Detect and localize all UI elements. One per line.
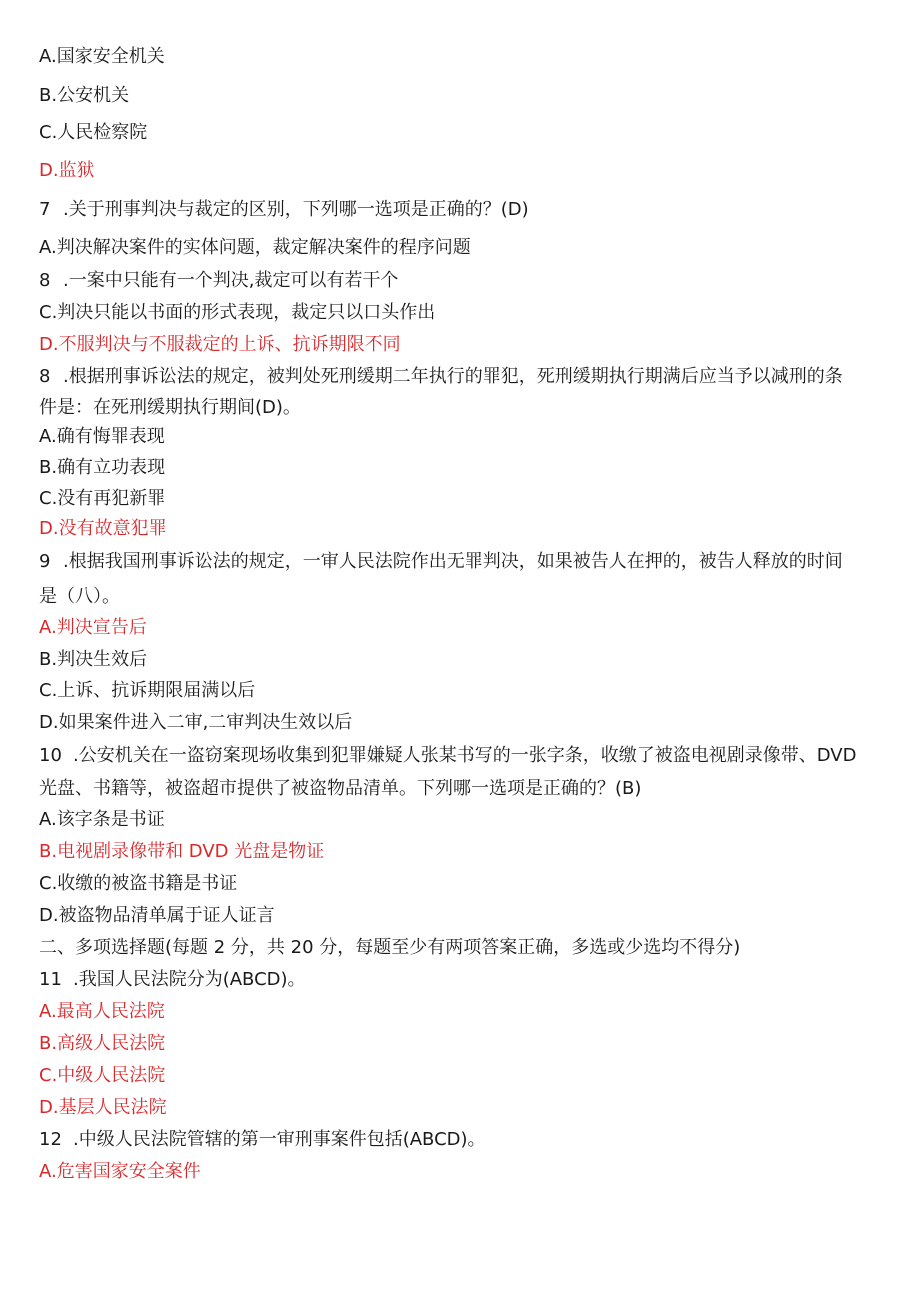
line-text: D.被盗物品清单属于证人证言 xyxy=(39,905,275,926)
line-text: A.确有悔罪表现 xyxy=(39,426,165,447)
line-text: C.人民检察院 xyxy=(39,122,148,143)
answer-line xyxy=(39,841,324,863)
option-line xyxy=(39,426,165,448)
option-line xyxy=(39,488,165,510)
line-text: C.判决只能以书面的形式表现，裁定只以口头作出 xyxy=(39,302,436,323)
option-line xyxy=(39,649,147,671)
line-text: .关于刑事判决与裁定的区别，下列哪一选项是正确的？(D) xyxy=(63,199,529,220)
option-line xyxy=(39,122,147,144)
line-text: B.公安机关 xyxy=(39,85,130,106)
line-text: C.收缴的被盗书籍是书证 xyxy=(39,873,238,894)
answer-line xyxy=(39,617,147,639)
option-line xyxy=(39,397,301,419)
line-text: 光盘、书籍等，被盗超市提供了被盗物品清单。下列哪一选项是正确的？(B) xyxy=(39,778,642,799)
option-line xyxy=(39,237,471,259)
option-line xyxy=(39,937,740,959)
question-line xyxy=(39,366,843,388)
line-text: .中级人民法院管辖的第一审刑事案件包括(ABCD)。 xyxy=(73,1129,486,1150)
option-line xyxy=(39,586,120,608)
option-line xyxy=(39,680,255,702)
option-line xyxy=(39,712,352,734)
line-text: D.基层人民法院 xyxy=(39,1097,167,1118)
line-text: C.中级人民法院 xyxy=(39,1065,166,1086)
line-text: .我国人民法院分为(ABCD)。 xyxy=(73,969,306,990)
answer-line xyxy=(39,1001,165,1023)
line-text: 二、多项选择题(每题 2 分，共 20 分，每题至少有两项答案正确，多选或少选均不得分) xyxy=(39,937,741,958)
question-number: 10 xyxy=(39,745,62,766)
line-text: .公安机关在一盗窃案现场收集到犯罪嫌疑人张某书写的一张字条，收缴了被盗电视剧录像带、DVD xyxy=(73,745,857,766)
line-text: A.判决宣告后 xyxy=(39,617,147,638)
line-text: D.不服判决与不服裁定的上诉、抗诉期限不同 xyxy=(39,334,401,355)
line-text: D.监狱 xyxy=(39,160,95,181)
line-text: D.没有故意犯罪 xyxy=(39,518,167,539)
question-number: 12 xyxy=(39,1129,62,1150)
option-line xyxy=(39,302,435,324)
option-line xyxy=(39,457,165,479)
line-text: .根据刑事诉讼法的规定，被判处死刑缓期二年执行的罪犯，死刑缓期执行期满后应当予以减刑的条 xyxy=(63,366,843,387)
answer-line xyxy=(39,1161,201,1183)
question-line xyxy=(39,745,856,767)
option-line xyxy=(39,85,129,107)
option-line xyxy=(39,905,275,927)
question-line xyxy=(39,270,398,292)
question-number: 11 xyxy=(39,969,62,990)
line-text: B.高级人民法院 xyxy=(39,1033,166,1054)
line-text: B.电视剧录像带和 DVD 光盘是物证 xyxy=(39,841,325,862)
line-text: B.确有立功表现 xyxy=(39,457,166,478)
option-line xyxy=(39,809,165,831)
question-line xyxy=(39,199,529,221)
line-text: A.该字条是书证 xyxy=(39,809,165,830)
question-line xyxy=(39,551,843,573)
question-number: 9 xyxy=(39,551,51,572)
line-text: A.最高人民法院 xyxy=(39,1001,165,1022)
line-text: 是（八）。 xyxy=(39,586,120,607)
line-text: B.判决生效后 xyxy=(39,649,148,670)
question-number: 8 xyxy=(39,270,51,291)
answer-line xyxy=(39,1033,165,1055)
question-number: 7 xyxy=(39,199,51,220)
line-text: A.判决解决案件的实体问题，裁定解决案件的程序问题 xyxy=(39,237,471,258)
line-text: .根据我国刑事诉讼法的规定，一审人民法院作出无罪判决，如果被告人在押的，被告人释放的时间 xyxy=(63,551,843,572)
option-line xyxy=(39,778,641,800)
answer-line xyxy=(39,334,401,356)
line-text: .一案中只能有一个判决,裁定可以有若干个 xyxy=(63,270,399,291)
option-line xyxy=(39,873,237,895)
answer-line xyxy=(39,518,167,540)
question-line xyxy=(39,969,306,991)
line-text: A.国家安全机关 xyxy=(39,46,165,67)
question-number: 8 xyxy=(39,366,51,387)
line-text: A.危害国家安全案件 xyxy=(39,1161,201,1182)
line-text: 件是：在死刑缓期执行期间(D)。 xyxy=(39,397,301,418)
option-line xyxy=(39,46,165,68)
line-text: C.上诉、抗诉期限届满以后 xyxy=(39,680,256,701)
line-text: D.如果案件进入二审,二审判决生效以后 xyxy=(39,712,353,733)
answer-line xyxy=(39,160,95,182)
answer-line xyxy=(39,1065,165,1087)
answer-line xyxy=(39,1097,167,1119)
question-line xyxy=(39,1129,486,1151)
line-text: C.没有再犯新罪 xyxy=(39,488,166,509)
